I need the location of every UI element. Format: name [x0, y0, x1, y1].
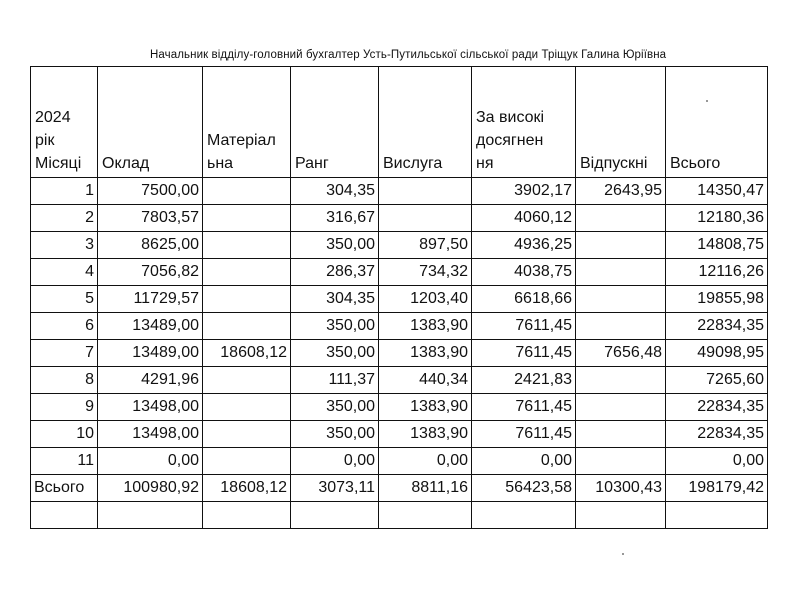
- table-cell: [576, 286, 666, 313]
- table-cell: [576, 313, 666, 340]
- table-cell: [379, 502, 472, 529]
- table-row: [31, 394, 768, 421]
- table-row: [31, 259, 768, 286]
- table-cell: [576, 367, 666, 394]
- table-cell: [576, 502, 666, 529]
- table-cell: 19855,98: [666, 286, 768, 313]
- table-cell: Всього: [31, 475, 98, 502]
- table-cell: 1383,90: [379, 340, 472, 367]
- table-cell: 2: [31, 205, 98, 232]
- table-cell: 100980,92: [98, 475, 203, 502]
- table-cell: 13489,00: [98, 340, 203, 367]
- table-cell: 22834,35: [666, 394, 768, 421]
- table-cell: 304,35: [291, 286, 379, 313]
- table-cell: 6618,66: [472, 286, 576, 313]
- table-cell: 897,50: [379, 232, 472, 259]
- table-cell: 0,00: [379, 448, 472, 475]
- table-cell: 1383,90: [379, 313, 472, 340]
- column-header: За високі досягнен ня: [472, 67, 576, 178]
- table-cell: 5: [31, 286, 98, 313]
- table-cell: 0,00: [291, 448, 379, 475]
- table-cell: 8: [31, 367, 98, 394]
- table-cell: 7500,00: [98, 178, 203, 205]
- table-cell: 4038,75: [472, 259, 576, 286]
- table-cell: 18608,12: [203, 340, 291, 367]
- table-cell: [472, 502, 576, 529]
- table-cell: 49098,95: [666, 340, 768, 367]
- table-row: [31, 421, 768, 448]
- table-cell: 13498,00: [98, 421, 203, 448]
- empty-row: [31, 502, 768, 529]
- table-cell: 3: [31, 232, 98, 259]
- table-cell: 286,37: [291, 259, 379, 286]
- table-cell: 7056,82: [98, 259, 203, 286]
- table-cell: [576, 232, 666, 259]
- table-cell: 7656,48: [576, 340, 666, 367]
- table-cell: 13498,00: [98, 394, 203, 421]
- table-cell: [291, 502, 379, 529]
- table-cell: 350,00: [291, 421, 379, 448]
- table-cell: 440,34: [379, 367, 472, 394]
- scan-speck: [622, 553, 624, 555]
- table-row: [31, 340, 768, 367]
- table-cell: 350,00: [291, 313, 379, 340]
- column-header: Оклад: [98, 67, 203, 178]
- table-cell: [203, 313, 291, 340]
- table-cell: 3073,11: [291, 475, 379, 502]
- totals-row: [31, 475, 768, 502]
- table-cell: [576, 448, 666, 475]
- table-cell: 4936,25: [472, 232, 576, 259]
- table-cell: 1203,40: [379, 286, 472, 313]
- table-cell: 7611,45: [472, 340, 576, 367]
- table-cell: 350,00: [291, 232, 379, 259]
- table-cell: 7265,60: [666, 367, 768, 394]
- table-cell: [379, 178, 472, 205]
- table-row: [31, 448, 768, 475]
- table-row: [31, 178, 768, 205]
- table-cell: 4291,96: [98, 367, 203, 394]
- salary-table: [30, 66, 768, 529]
- table-cell: [203, 421, 291, 448]
- table-cell: 734,32: [379, 259, 472, 286]
- table-cell: 7: [31, 340, 98, 367]
- table-cell: [203, 178, 291, 205]
- table-cell: 12116,26: [666, 259, 768, 286]
- table-cell: [666, 502, 768, 529]
- table-cell: [31, 502, 98, 529]
- table-cell: [203, 259, 291, 286]
- table-cell: 1383,90: [379, 421, 472, 448]
- table-cell: [203, 367, 291, 394]
- table-cell: 7611,45: [472, 313, 576, 340]
- header-row: [31, 67, 768, 178]
- table-cell: [203, 205, 291, 232]
- table-cell: 9: [31, 394, 98, 421]
- table-cell: 4: [31, 259, 98, 286]
- table-cell: 7611,45: [472, 394, 576, 421]
- column-header: Вислуга: [379, 67, 472, 178]
- table-cell: 18608,12: [203, 475, 291, 502]
- table-cell: 8625,00: [98, 232, 203, 259]
- table-cell: 8811,16: [379, 475, 472, 502]
- table-cell: 56423,58: [472, 475, 576, 502]
- table-cell: 1: [31, 178, 98, 205]
- table-cell: 11: [31, 448, 98, 475]
- table-cell: 0,00: [472, 448, 576, 475]
- table-cell: 350,00: [291, 340, 379, 367]
- table-cell: 22834,35: [666, 421, 768, 448]
- table-cell: 4060,12: [472, 205, 576, 232]
- scan-speck: [706, 100, 708, 102]
- table-cell: 2421,83: [472, 367, 576, 394]
- table-cell: 2643,95: [576, 178, 666, 205]
- table-cell: 11729,57: [98, 286, 203, 313]
- table-cell: 0,00: [666, 448, 768, 475]
- table-row: [31, 232, 768, 259]
- table-row: [31, 367, 768, 394]
- table-cell: [203, 394, 291, 421]
- table-cell: 7611,45: [472, 421, 576, 448]
- column-header: Всього: [666, 67, 768, 178]
- table-cell: [203, 232, 291, 259]
- column-header: Матеріал ьна: [203, 67, 291, 178]
- column-header: Ранг: [291, 67, 379, 178]
- column-header: Відпускні: [576, 67, 666, 178]
- table-cell: [203, 286, 291, 313]
- table-cell: [203, 448, 291, 475]
- table-cell: [576, 259, 666, 286]
- table-cell: 12180,36: [666, 205, 768, 232]
- table-cell: 14350,47: [666, 178, 768, 205]
- table-cell: 1383,90: [379, 394, 472, 421]
- table-cell: 316,67: [291, 205, 379, 232]
- table-cell: 10: [31, 421, 98, 448]
- table-cell: 22834,35: [666, 313, 768, 340]
- table-row: [31, 286, 768, 313]
- document-heading: Начальник відділу-головний бухгалтер Усть-Путильської сільської ради Тріщук Галина Юріївна: [150, 49, 667, 61]
- table-row: [31, 205, 768, 232]
- table-cell: 350,00: [291, 394, 379, 421]
- table-cell: 304,35: [291, 178, 379, 205]
- table-cell: [379, 205, 472, 232]
- table-cell: [576, 421, 666, 448]
- table-cell: 0,00: [98, 448, 203, 475]
- table-cell: [576, 205, 666, 232]
- table-cell: [98, 502, 203, 529]
- table-cell: 3902,17: [472, 178, 576, 205]
- table-cell: 6: [31, 313, 98, 340]
- table-cell: 13489,00: [98, 313, 203, 340]
- table-row: [31, 313, 768, 340]
- table-cell: 111,37: [291, 367, 379, 394]
- table-cell: 14808,75: [666, 232, 768, 259]
- table-cell: 10300,43: [576, 475, 666, 502]
- table-cell: [576, 394, 666, 421]
- table-cell: [203, 502, 291, 529]
- column-header: 2024 рік Місяці: [31, 67, 98, 178]
- table-cell: 7803,57: [98, 205, 203, 232]
- table-cell: 198179,42: [666, 475, 768, 502]
